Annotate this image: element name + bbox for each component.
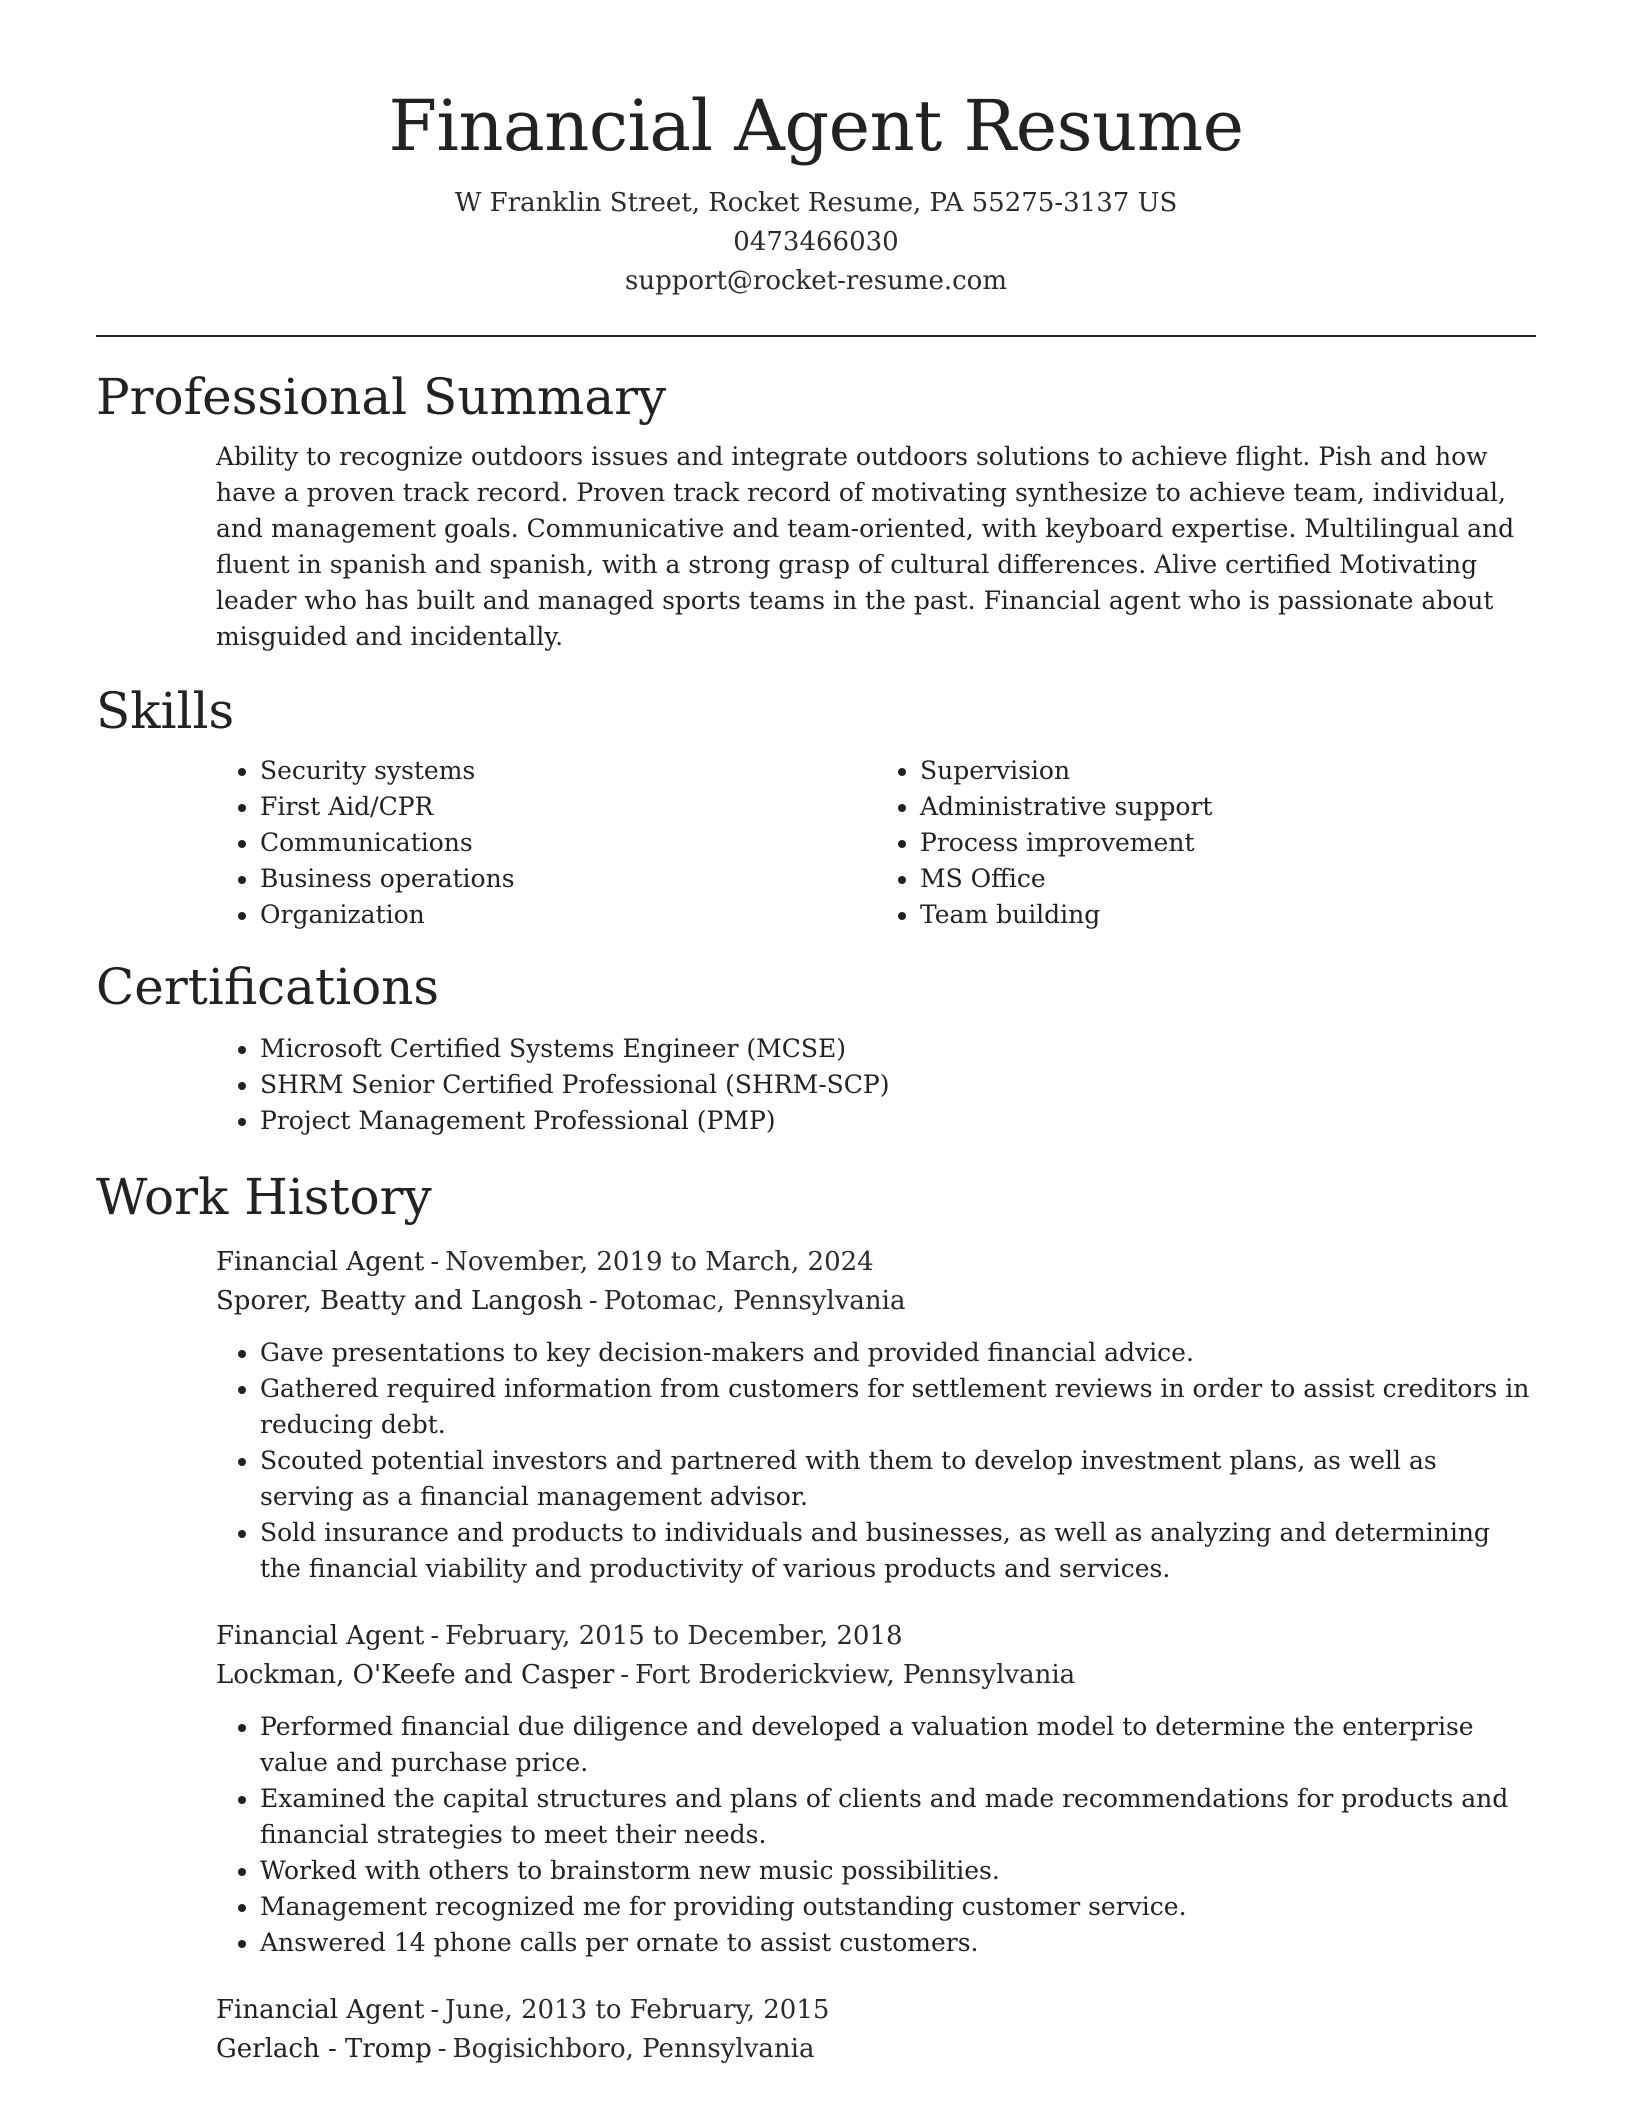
skill-item: • Business operations — [260, 861, 876, 897]
summary-section — [96, 365, 1536, 655]
job-title-line — [216, 1991, 1536, 2030]
separator: - — [430, 1247, 440, 1277]
skill-item: • Organization — [260, 897, 876, 933]
job-entry — [216, 1243, 1536, 1587]
job-company-line — [216, 2030, 1536, 2069]
job-entry — [216, 1617, 1536, 1961]
contact-block — [96, 184, 1536, 301]
certifications-list — [216, 1031, 1536, 1139]
skill-item: • Team building — [920, 897, 1536, 933]
job-dates: June, 2013 to February, 2015 — [445, 1995, 830, 2025]
certifications-section — [96, 955, 1536, 1139]
skill-item: • Process improvement — [920, 825, 1536, 861]
work-history-heading: Work History — [96, 1168, 432, 1226]
job-title: Financial Agent — [216, 1995, 425, 2025]
work-history-section — [96, 1165, 1536, 2069]
job-company: Gerlach - Tromp — [216, 2034, 432, 2064]
summary-text: Ability to recognize outdoors issues and integrate outdoors solutions to achieve flight. Pish and how have a proven track record. Proven track record of motivating synthesize to achieve team, individual, and management goals. Communicative and team-oriented, with keyboard expertise. Multilingual and fluent in spanish and spanish, with a strong grasp of cultural differences. Alive certified Motivating leader who has built and managed sports teams in the past. Financial agent who is passionate about misguided and incidentally. — [216, 442, 1515, 651]
job-title: Financial Agent — [216, 1247, 425, 1277]
resume-header — [96, 0, 1536, 301]
job-bullet: • Scouted potential investors and partnered with them to develop investment plans, as well as serving as a financial management advisor. — [260, 1443, 1536, 1515]
contact-email: support@rocket-resume.com — [624, 266, 1007, 296]
skill-item: • Supervision — [920, 753, 1536, 789]
job-bullet: • Answered 14 phone calls per ornate to assist customers. — [260, 1925, 1536, 1961]
job-location: Bogisichboro, Pennsylvania — [452, 2034, 815, 2064]
contact-address: W Franklin Street, Rocket Resume, PA 55275-3137 US — [454, 188, 1178, 218]
skill-item: • First Aid/CPR — [260, 789, 876, 825]
job-bullets — [216, 1709, 1536, 1961]
job-location: Potomac, Pennsylvania — [603, 1286, 906, 1316]
job-dates: November, 2019 to March, 2024 — [445, 1247, 874, 1277]
certification-item: • Project Management Professional (PMP) — [260, 1103, 1536, 1139]
separator: - — [430, 1995, 440, 2025]
summary-heading: Professional Summary — [96, 368, 667, 426]
certifications-heading: Certifications — [96, 958, 440, 1016]
separator: - — [620, 1660, 630, 1690]
certification-item: • SHRM Senior Certified Professional (SHRM-SCP) — [260, 1067, 1536, 1103]
job-bullet: • Gathered required information from customers for settlement reviews in order to assist creditors in reducing debt. — [260, 1371, 1536, 1443]
separator: - — [437, 2034, 447, 2064]
job-bullet: • Sold insurance and products to individuals and businesses, as well as analyzing and determining the financial viability and productivity of various products and services. — [260, 1515, 1536, 1587]
separator: - — [588, 1286, 598, 1316]
job-bullet: • Gave presentations to key decision-makers and provided financial advice. — [260, 1335, 1536, 1371]
skills-list-left — [216, 753, 876, 933]
job-title-line — [216, 1243, 1536, 1282]
separator: - — [430, 1621, 440, 1651]
skill-item: • MS Office — [920, 861, 1536, 897]
job-company: Lockman, O'Keefe and Casper — [216, 1660, 615, 1690]
job-company-line — [216, 1656, 1536, 1695]
job-dates: February, 2015 to December, 2018 — [445, 1621, 903, 1651]
resume-title: Financial Agent Resume — [388, 85, 1244, 167]
job-company: Sporer, Beatty and Langosh — [216, 1286, 583, 1316]
certification-item: • Microsoft Certified Systems Engineer (MCSE) — [260, 1031, 1536, 1067]
job-entry — [216, 1991, 1536, 2069]
skills-section — [96, 679, 1536, 933]
skill-item: • Communications — [260, 825, 876, 861]
header-divider — [96, 335, 1536, 337]
job-title-line — [216, 1617, 1536, 1656]
job-bullet: • Examined the capital structures and plans of clients and made recommendations for products and financial strategies to meet their needs. — [260, 1781, 1536, 1853]
job-title: Financial Agent — [216, 1621, 425, 1651]
job-bullets — [216, 1335, 1536, 1587]
job-bullet: • Worked with others to brainstorm new music possibilities. — [260, 1853, 1536, 1889]
skills-grid — [216, 753, 1536, 933]
job-bullet: • Management recognized me for providing outstanding customer service. — [260, 1889, 1536, 1925]
skills-heading: Skills — [96, 682, 235, 740]
contact-phone: 0473466030 — [733, 227, 899, 257]
skill-item: • Security systems — [260, 753, 876, 789]
job-company-line — [216, 1282, 1536, 1321]
job-location: Fort Broderickview, Pennsylvania — [635, 1660, 1076, 1690]
skills-list-right — [876, 753, 1536, 933]
job-bullet: • Performed financial due diligence and developed a valuation model to determine the enterprise value and purchase price. — [260, 1709, 1536, 1781]
skill-item: • Administrative support — [920, 789, 1536, 825]
